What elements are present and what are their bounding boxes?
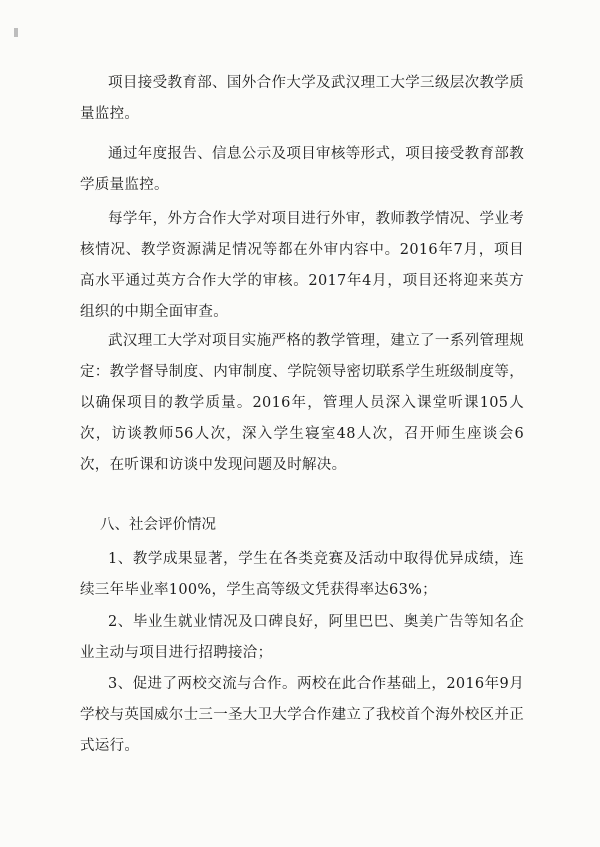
paragraph-internal-management: 武汉理工大学对项目实施严格的教学管理，建立了一系列管理规定：教学督导制度、内审制度、学院领导密切联系学生班级制度等，以确保项目的教学质量。2016年，管理人员深入课堂听课105人次，访谈教师56人次，深入学生寝室48人次，召开师生座谈会6次，在听课和访谈中发现问题及时解决。 [80,333,524,473]
paragraph-quality-monitoring: 项目接受教育部、国外合作大学及武汉理工大学三级层次教学质量监控。 [80,75,524,122]
list-item-employment: 2、毕业生就业情况及口碑良好，阿里巴巴、奥美广告等知名企业主动与项目进行招聘接洽； [80,614,524,661]
section-heading: 八、社会评价情况 [100,517,216,533]
list-item-achievements: 1、教学成果显著，学生在各类竞赛及活动中取得优异成绩，连续三年毕业率100%，学生高等级文凭获得率达63%； [80,551,524,598]
scan-mark [14,28,18,37]
paragraph-external-review: 每学年，外方合作大学对项目进行外审，教师教学情况、学业考核情况、教学资源满足情况等都在外审内容中。2016年7月，项目高水平通过英方合作大学的审核。2017年4月，项目还将迎来英方组织的中期全面审查。 [80,211,524,320]
paragraph-moe-monitoring: 通过年度报告、信息公示及项目审核等形式，项目接受教育部教学质量监控。 [80,146,524,193]
list-item-cooperation: 3、促进了两校交流与合作。两校在此合作基础上，2016年9月学校与英国威尔士三一圣大卫大学合作建立了我校首个海外校区并正式运行。 [80,676,524,754]
